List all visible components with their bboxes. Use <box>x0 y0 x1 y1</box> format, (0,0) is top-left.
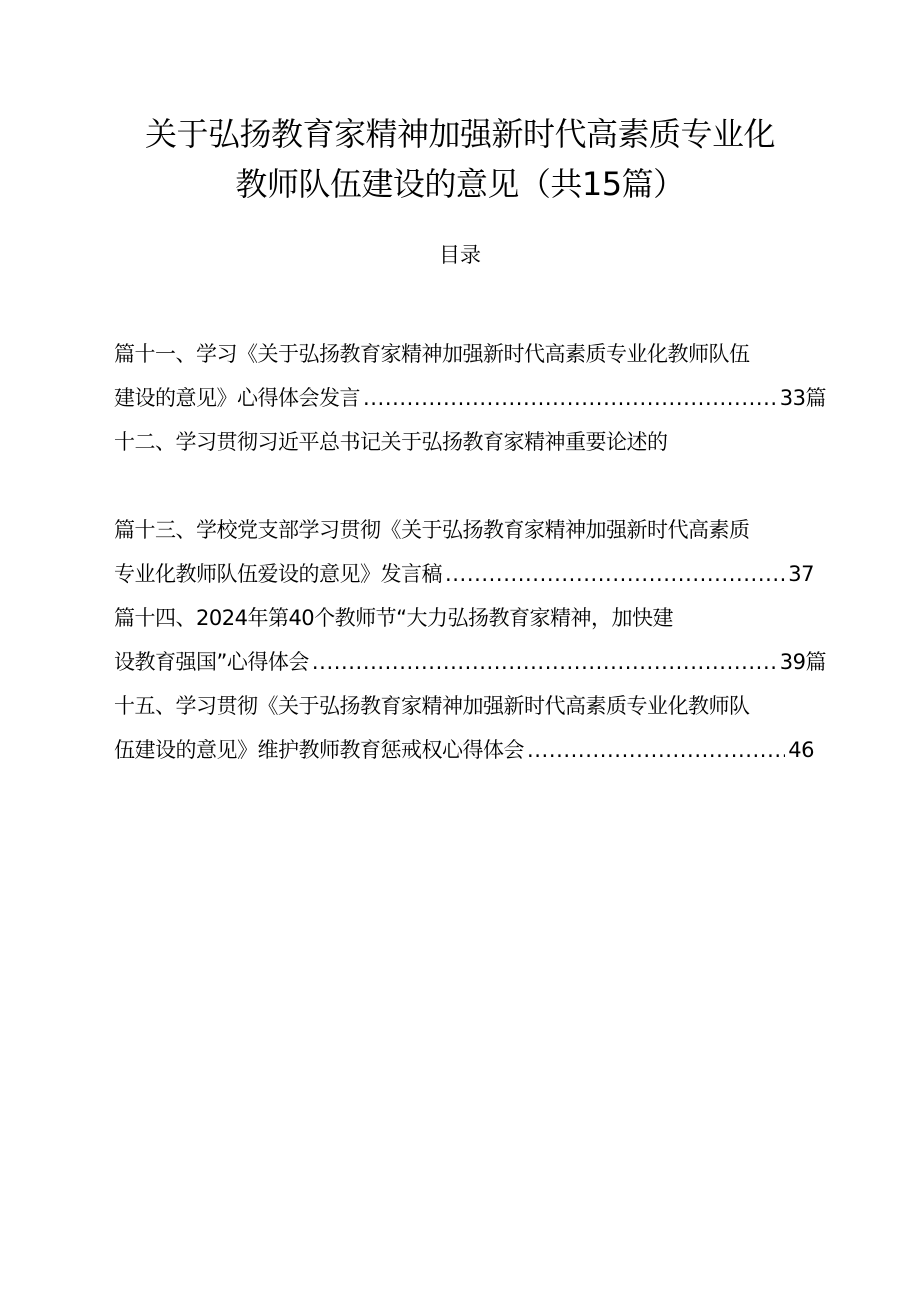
toc-entry-15-line1[interactable]: 十五、学习贯彻《关于弘扬教育家精神加强新时代高素质专业化教师队 <box>114 694 750 718</box>
toc-entry-11-text: 建设的意见》心得体会发言 <box>114 386 360 410</box>
toc-entry-13-page: 37 <box>788 562 814 586</box>
toc-entry-14-page: 39篇 <box>779 650 826 674</box>
toc-entry-15-page: 46 <box>788 738 814 762</box>
toc-entry-11-line2[interactable] <box>114 383 826 413</box>
toc-leader-dots <box>445 559 785 589</box>
toc-leader-dots <box>363 383 777 413</box>
toc-leader-dots <box>312 647 777 677</box>
toc-entry-15-text: 伍建设的意见》维护教师教育惩戒权心得体会 <box>114 738 524 762</box>
toc-entry-13-line1[interactable]: 篇十三、学校党支部学习贯彻《关于弘扬教育家精神加强新时代高素质 <box>114 518 750 542</box>
toc-entry-11-page: 33篇 <box>779 386 826 410</box>
toc-entry-14-line1[interactable]: 篇十四、2024年第40个教师节“大力弘扬教育家精神，加快建 <box>114 606 674 630</box>
toc-heading: 目录 <box>439 243 481 267</box>
toc-entry-13-line2[interactable] <box>114 559 814 589</box>
toc-entry-13-text: 专业化教师队伍爱设的意见》发言稿 <box>114 562 442 586</box>
toc-entry-11-line1[interactable]: 篇十一、学习《关于弘扬教育家精神加强新时代高素质专业化教师队伍 <box>114 342 750 366</box>
toc-entry-14-text: 设教育强国”心得体会 <box>114 650 309 674</box>
toc-entry-15-line2[interactable] <box>114 735 814 765</box>
title-line-2: 教师队伍建设的意见（共15篇） <box>235 165 685 203</box>
title-line-1: 关于弘扬教育家精神加强新时代高素质专业化 <box>144 115 775 153</box>
toc-leader-dots <box>527 735 785 765</box>
toc-entry-12-line1[interactable]: 十二、学习贯彻习近平总书记关于弘扬教育家精神重要论述的 <box>114 430 668 454</box>
toc-entry-14-line2[interactable] <box>114 647 826 677</box>
